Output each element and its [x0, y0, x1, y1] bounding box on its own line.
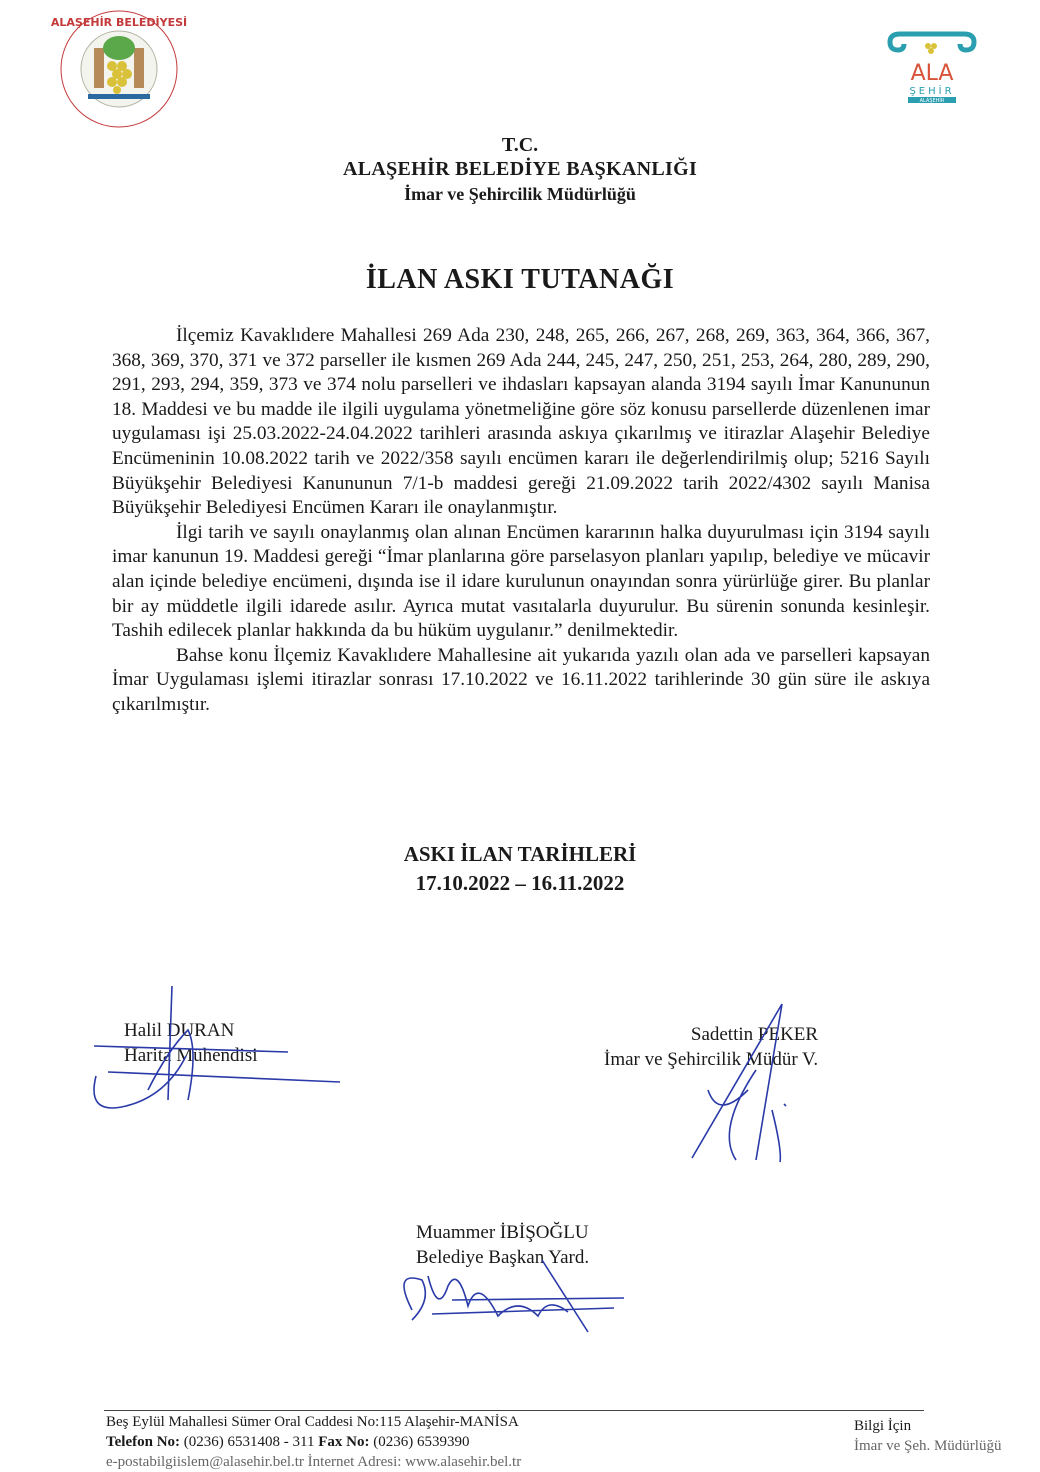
footer-fax-label: Fax No:: [318, 1434, 370, 1450]
document-body: [112, 324, 930, 718]
signer-3-title: Belediye Başkan Yard.: [416, 1247, 590, 1268]
footer-phone-label: Telefon No:: [106, 1434, 181, 1450]
signer-1-name: Halil DURAN: [124, 1020, 235, 1041]
footer-address: Beş Eylül Mahallesi Sümer Oral Caddesi No:115 Alaşehir-MANİSA: [106, 1414, 519, 1430]
body-paragraph-1: İlçemiz Kavaklıdere Mahallesi 269 Ada 230, 248, 265, 266, 267, 268, 269, 363, 364, 366, 367, 368, 369, 370, 371 ve 372 parseller ile kısmen 269 Ada 244, 245, 247, 250, 251, 253, 264, 280, 289, 290, 291, 293, 294, 359, 373 ve 374 nolu parselleri ve ihdasları kapsayan alanda 3194 sayılı İmar Kanununun 18. Maddesi ve bu madde ile ilgili uygulama yönetmeliğine göre söz konusu parsellerde düzenlenen imar uygulaması işi 25.03.2022-24.04.2022 tarihleri arasında askıya çıkarılmış ve itirazlar Alaşehir Belediye Encümeninin 10.08.2022 tarih ve 2022/358 sayılı encümen kararı ile değerlendirilmiş olup; 5216 Sayılı Büyükşehir Belediyesi Kanununun 7/1-b maddesi gereği 21.09.2022 tarih 2022/4302 sayılı Manisa Büyükşehir Belediyesi Encümen Kararı ile onaylanmıştır.: [112, 325, 930, 519]
body-paragraph-2: İlgi tarih ve sayılı onaylanmış olan alınan Encümen kararının halka duyurulması için 3194 sayılı imar kanunun 19. Maddesi gereği “İmar planlarına göre parselasyon planları yapılıp, belediye ve mücavir alan içinde belediye encümeni, dışında ise il idare kurulunun onayından sonra yürürlüğe girer. Bu planlar bir ay müddetle ilgili idarede asılır. Ayrıca mutat vasıtalarla duyurulur. Bu sürenin sonunda kesinleşir. Tashih edilecek planlar hakkında da bu hüküm uygulanır.” denilmektedir.: [112, 521, 930, 642]
footer-phone: (0236) 6531408 - 311: [183, 1434, 315, 1450]
logo-text-ala: ALA: [910, 61, 954, 86]
logo-text-sehir: ŞEHİR: [909, 86, 955, 97]
signer-2-title: İmar ve Şehircilik Müdür V.: [604, 1049, 819, 1070]
header-organization: ALAŞEHİR BELEDİYE BAŞKANLIĞI: [342, 158, 698, 180]
footer-info-dept: İmar ve Şeh. Müdürlüğü: [854, 1438, 1002, 1454]
signer-3-name: Muammer İBİŞOĞLU: [416, 1222, 589, 1243]
logo-text-band: ALAŞEHİR: [919, 98, 945, 104]
footer-divider: [104, 1410, 924, 1411]
signature-3-scribble: [392, 1240, 632, 1340]
footer-contact: [106, 1412, 521, 1472]
footer-info-block: [854, 1416, 1001, 1456]
seal-text: ALAŞEHİR BELEDİYESİ: [50, 16, 188, 29]
municipality-seal-logo: [50, 8, 188, 130]
footer-phone-line: [106, 1432, 521, 1452]
footer-fax: (0236) 6539390: [373, 1434, 470, 1450]
footer-web-line: e-postabilgiislem@alasehir.bel.tr İnternet Adresi: www.alasehir.bel.tr: [106, 1454, 522, 1470]
posting-dates-value: 17.10.2022 – 16.11.2022: [415, 871, 625, 895]
signature-1-scribble: [88, 980, 348, 1130]
signature-2-scribble: [686, 1000, 806, 1170]
footer-info-label: Bilgi İçin: [854, 1418, 912, 1434]
signer-2-name: Sadettin PEKER: [690, 1024, 819, 1045]
header-tc: T.C.: [501, 134, 539, 156]
city-brand-logo: [884, 28, 980, 106]
body-paragraph-3: Bahse konu İlçemiz Kavaklıdere Mahallesine ait yukarıda yazılı olan ada ve parselleri kapsayan İmar Uygulaması işlemi itirazlar sonrası 17.10.2022 ve 16.11.2022 tarihlerinde 30 gün süre ile askıya çıkarılmıştır.: [112, 644, 930, 715]
posting-dates-title: ASKI İLAN TARİHLERİ: [403, 842, 637, 866]
signer-1-title: Harita Mühendisi: [124, 1045, 258, 1066]
document-title: İLAN ASKI TUTANAĞI: [365, 264, 675, 295]
header-department: İmar ve Şehircilik Müdürlüğü: [404, 184, 636, 204]
